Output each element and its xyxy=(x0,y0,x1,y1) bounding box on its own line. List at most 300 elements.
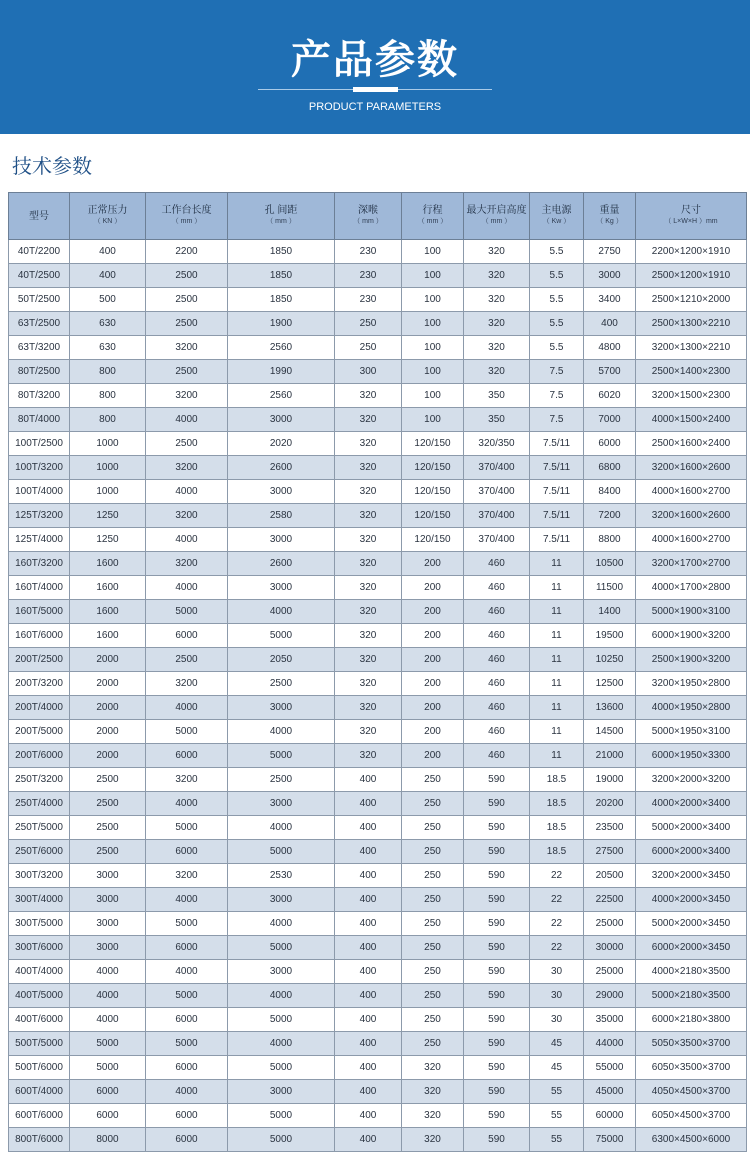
table-cell: 5000 xyxy=(146,912,228,936)
table-cell: 320 xyxy=(402,1056,464,1080)
table-cell: 1000 xyxy=(70,456,146,480)
table-cell: 1600 xyxy=(70,576,146,600)
table-row xyxy=(9,648,747,672)
table-cell: 6000 xyxy=(146,1104,228,1128)
table-cell: 3000 xyxy=(70,912,146,936)
table-cell: 45000 xyxy=(584,1080,636,1104)
table-cell: 7.5 xyxy=(530,360,584,384)
table-cell: 4000 xyxy=(70,960,146,984)
table-cell: 400 xyxy=(70,240,146,264)
header-banner xyxy=(0,0,750,134)
table-row xyxy=(9,408,747,432)
table-cell: 2500 xyxy=(70,840,146,864)
table-cell: 7200 xyxy=(584,504,636,528)
table-cell: 5.5 xyxy=(530,312,584,336)
table-cell: 350 xyxy=(464,408,530,432)
column-header xyxy=(636,193,747,240)
table-cell: 5000 xyxy=(228,840,335,864)
table-cell: 5000 xyxy=(146,720,228,744)
table-cell: 5.5 xyxy=(530,264,584,288)
table-cell: 35000 xyxy=(584,1008,636,1032)
table-cell: 7.5/11 xyxy=(530,528,584,552)
table-cell: 300T/5000 xyxy=(9,912,70,936)
table-cell: 44000 xyxy=(584,1032,636,1056)
table-cell: 2050 xyxy=(228,648,335,672)
table-cell: 100 xyxy=(402,240,464,264)
table-cell: 200T/5000 xyxy=(9,720,70,744)
table-cell: 250 xyxy=(402,936,464,960)
table-cell: 600T/4000 xyxy=(9,1080,70,1104)
table-cell: 590 xyxy=(464,840,530,864)
table-cell: 1600 xyxy=(70,600,146,624)
table-cell: 2500 xyxy=(146,264,228,288)
table-cell: 2000 xyxy=(70,696,146,720)
table-cell: 4000 xyxy=(228,720,335,744)
table-cell: 3200×1950×2800 xyxy=(636,672,747,696)
table-cell: 55 xyxy=(530,1128,584,1152)
table-cell: 8400 xyxy=(584,480,636,504)
table-cell: 100T/4000 xyxy=(9,480,70,504)
table-row xyxy=(9,552,747,576)
table-cell: 125T/3200 xyxy=(9,504,70,528)
table-cell: 11 xyxy=(530,672,584,696)
table-cell: 3000 xyxy=(228,528,335,552)
table-cell: 3000 xyxy=(228,960,335,984)
table-cell: 2500 xyxy=(146,360,228,384)
table-cell: 45 xyxy=(530,1056,584,1080)
table-cell: 630 xyxy=(70,312,146,336)
table-cell: 100T/3200 xyxy=(9,456,70,480)
table-cell: 12500 xyxy=(584,672,636,696)
table-cell: 590 xyxy=(464,984,530,1008)
table-cell: 590 xyxy=(464,936,530,960)
table-cell: 590 xyxy=(464,1008,530,1032)
table-cell: 100 xyxy=(402,360,464,384)
table-cell: 370/400 xyxy=(464,504,530,528)
table-cell: 2600 xyxy=(228,456,335,480)
table-cell: 5000 xyxy=(228,624,335,648)
table-cell: 4000×1500×2400 xyxy=(636,408,747,432)
table-cell: 2500×1200×1910 xyxy=(636,264,747,288)
table-cell: 320 xyxy=(335,456,402,480)
table-row xyxy=(9,1080,747,1104)
table-cell: 19500 xyxy=(584,624,636,648)
table-cell: 590 xyxy=(464,1104,530,1128)
table-cell: 3200 xyxy=(146,864,228,888)
table-cell: 18.5 xyxy=(530,792,584,816)
table-cell: 5000 xyxy=(228,1008,335,1032)
table-cell: 320 xyxy=(335,576,402,600)
table-cell: 2200×1200×1910 xyxy=(636,240,747,264)
table-cell: 590 xyxy=(464,888,530,912)
table-cell: 27500 xyxy=(584,840,636,864)
table-cell: 2500 xyxy=(146,432,228,456)
table-cell: 40T/2200 xyxy=(9,240,70,264)
table-cell: 3200 xyxy=(146,336,228,360)
table-cell: 14500 xyxy=(584,720,636,744)
table-cell: 320 xyxy=(464,240,530,264)
table-cell: 11 xyxy=(530,600,584,624)
table-cell: 50T/2500 xyxy=(9,288,70,312)
table-cell: 5050×3500×3700 xyxy=(636,1032,747,1056)
table-cell: 320/350 xyxy=(464,432,530,456)
table-cell: 230 xyxy=(335,264,402,288)
table-cell: 5000 xyxy=(70,1032,146,1056)
table-cell: 400 xyxy=(335,912,402,936)
table-cell: 250 xyxy=(402,840,464,864)
table-cell: 590 xyxy=(464,792,530,816)
table-cell: 3200×2000×3450 xyxy=(636,864,747,888)
table-cell: 400 xyxy=(70,264,146,288)
table-cell: 18.5 xyxy=(530,840,584,864)
table-cell: 6300×4500×6000 xyxy=(636,1128,747,1152)
table-cell: 20200 xyxy=(584,792,636,816)
table-cell: 120/150 xyxy=(402,504,464,528)
table-cell: 2500×1300×2210 xyxy=(636,312,747,336)
table-cell: 460 xyxy=(464,672,530,696)
table-cell: 1850 xyxy=(228,288,335,312)
table-cell: 2500×1600×2400 xyxy=(636,432,747,456)
table-cell: 5000×1950×3100 xyxy=(636,720,747,744)
table-cell: 300T/4000 xyxy=(9,888,70,912)
table-cell: 2500 xyxy=(146,648,228,672)
table-cell: 45 xyxy=(530,1032,584,1056)
table-body xyxy=(9,240,747,1152)
table-row xyxy=(9,528,747,552)
table-cell: 320 xyxy=(402,1104,464,1128)
table-cell: 75000 xyxy=(584,1128,636,1152)
table-cell: 200T/2500 xyxy=(9,648,70,672)
table-cell: 22 xyxy=(530,888,584,912)
table-cell: 320 xyxy=(464,264,530,288)
table-cell: 6000 xyxy=(146,1056,228,1080)
column-header-unit: （ mm ） xyxy=(481,218,512,225)
table-cell: 21000 xyxy=(584,744,636,768)
table-cell: 4000 xyxy=(146,792,228,816)
table-cell: 200T/3200 xyxy=(9,672,70,696)
table-cell: 3000 xyxy=(70,936,146,960)
table-cell: 11 xyxy=(530,624,584,648)
table-cell: 250T/3200 xyxy=(9,768,70,792)
table-cell: 1250 xyxy=(70,504,146,528)
column-header xyxy=(402,193,464,240)
table-cell: 1250 xyxy=(70,528,146,552)
column-header xyxy=(70,193,146,240)
table-cell: 6000 xyxy=(584,432,636,456)
column-header-unit: （ mm ） xyxy=(353,218,383,225)
table-cell: 1990 xyxy=(228,360,335,384)
table-row xyxy=(9,1056,747,1080)
column-header-unit: （ Kg ） xyxy=(596,218,623,225)
table-cell: 400 xyxy=(335,960,402,984)
column-header-label: 行程 xyxy=(422,205,443,216)
table-cell: 320 xyxy=(464,288,530,312)
table-cell: 460 xyxy=(464,552,530,576)
table-cell: 400 xyxy=(335,792,402,816)
table-row xyxy=(9,672,747,696)
table-cell: 800 xyxy=(70,408,146,432)
table-row xyxy=(9,744,747,768)
table-cell: 3200×1300×2210 xyxy=(636,336,747,360)
table-cell: 3200×1600×2600 xyxy=(636,504,747,528)
table-cell: 320 xyxy=(335,408,402,432)
table-cell: 3000 xyxy=(228,576,335,600)
column-header-label: 孔 间距 xyxy=(264,205,298,216)
table-cell: 3000 xyxy=(228,888,335,912)
column-header-label: 工作台长度 xyxy=(161,205,212,216)
table-row xyxy=(9,936,747,960)
table-cell: 2500×1900×3200 xyxy=(636,648,747,672)
table-row xyxy=(9,504,747,528)
table-cell: 320 xyxy=(335,624,402,648)
table-cell: 2000 xyxy=(70,672,146,696)
table-cell: 1600 xyxy=(70,624,146,648)
table-cell: 400 xyxy=(335,768,402,792)
table-cell: 400T/6000 xyxy=(9,1008,70,1032)
column-header xyxy=(464,193,530,240)
table-cell: 5000×1900×3100 xyxy=(636,600,747,624)
table-cell: 11500 xyxy=(584,576,636,600)
table-cell: 460 xyxy=(464,600,530,624)
table-cell: 2500 xyxy=(70,768,146,792)
table-cell: 3200×2000×3200 xyxy=(636,768,747,792)
table-cell: 4000 xyxy=(228,1032,335,1056)
table-cell: 590 xyxy=(464,1128,530,1152)
table-cell: 400T/5000 xyxy=(9,984,70,1008)
table-cell: 320 xyxy=(335,744,402,768)
column-header xyxy=(9,193,70,240)
table-cell: 29000 xyxy=(584,984,636,1008)
table-cell: 3200×1600×2600 xyxy=(636,456,747,480)
table-cell: 6000 xyxy=(70,1080,146,1104)
table-cell: 4000 xyxy=(228,600,335,624)
table-cell: 3000 xyxy=(228,1080,335,1104)
table-cell: 60000 xyxy=(584,1104,636,1128)
table-row xyxy=(9,840,747,864)
table-cell: 19000 xyxy=(584,768,636,792)
table-cell: 10500 xyxy=(584,552,636,576)
table-cell: 2000 xyxy=(70,720,146,744)
column-header-label: 尺寸 xyxy=(681,205,701,216)
table-cell: 2500×1210×2000 xyxy=(636,288,747,312)
table-cell: 4000 xyxy=(146,528,228,552)
table-cell: 400 xyxy=(335,1080,402,1104)
column-header xyxy=(146,193,228,240)
table-cell: 320 xyxy=(335,552,402,576)
table-row xyxy=(9,264,747,288)
table-cell: 3200 xyxy=(146,504,228,528)
table-cell: 3400 xyxy=(584,288,636,312)
table-cell: 590 xyxy=(464,864,530,888)
table-cell: 11 xyxy=(530,576,584,600)
table-row xyxy=(9,288,747,312)
table-row xyxy=(9,792,747,816)
table-cell: 1000 xyxy=(70,480,146,504)
table-cell: 400 xyxy=(335,936,402,960)
table-cell: 8000 xyxy=(70,1128,146,1152)
table-cell: 55 xyxy=(530,1104,584,1128)
table-cell: 5000 xyxy=(228,1128,335,1152)
table-cell: 23500 xyxy=(584,816,636,840)
table-cell: 500T/5000 xyxy=(9,1032,70,1056)
table-cell: 5000 xyxy=(146,600,228,624)
parameters-table xyxy=(8,192,747,1152)
table-cell: 6000×2000×3400 xyxy=(636,840,747,864)
table-cell: 4000 xyxy=(146,696,228,720)
table-cell: 250 xyxy=(402,792,464,816)
table-cell: 63T/3200 xyxy=(9,336,70,360)
table-row xyxy=(9,336,747,360)
table-cell: 250 xyxy=(402,960,464,984)
table-cell: 100 xyxy=(402,408,464,432)
table-cell: 300 xyxy=(335,360,402,384)
table-cell: 120/150 xyxy=(402,480,464,504)
table-cell: 7.5 xyxy=(530,408,584,432)
table-cell: 320 xyxy=(335,720,402,744)
table-row xyxy=(9,888,747,912)
table-cell: 5.5 xyxy=(530,288,584,312)
table-cell: 6000 xyxy=(146,936,228,960)
table-cell: 400 xyxy=(335,840,402,864)
table-cell: 320 xyxy=(335,600,402,624)
table-row xyxy=(9,816,747,840)
table-cell: 590 xyxy=(464,1032,530,1056)
table-row xyxy=(9,1032,747,1056)
table-cell: 25000 xyxy=(584,960,636,984)
table-cell: 4000 xyxy=(228,816,335,840)
table-cell: 2500 xyxy=(146,288,228,312)
table-cell: 320 xyxy=(402,1128,464,1152)
table-cell: 4000 xyxy=(70,984,146,1008)
table-cell: 250 xyxy=(335,312,402,336)
table-cell: 3000 xyxy=(228,408,335,432)
table-cell: 4000 xyxy=(70,1008,146,1032)
table-cell: 7.5/11 xyxy=(530,480,584,504)
table-cell: 2500 xyxy=(146,312,228,336)
table-cell: 8800 xyxy=(584,528,636,552)
table-cell: 300T/3200 xyxy=(9,864,70,888)
table-cell: 22500 xyxy=(584,888,636,912)
table-cell: 400 xyxy=(335,1056,402,1080)
table-cell: 2580 xyxy=(228,504,335,528)
table-cell: 120/150 xyxy=(402,528,464,552)
table-cell: 18.5 xyxy=(530,768,584,792)
table-cell: 80T/3200 xyxy=(9,384,70,408)
table-cell: 4000×1600×2700 xyxy=(636,528,747,552)
table-cell: 11 xyxy=(530,744,584,768)
table-cell: 250 xyxy=(402,984,464,1008)
table-cell: 3200×1500×2300 xyxy=(636,384,747,408)
banner-accent-bar xyxy=(353,87,398,92)
table-cell: 250 xyxy=(402,1032,464,1056)
table-cell: 125T/4000 xyxy=(9,528,70,552)
table-cell: 400 xyxy=(335,864,402,888)
table-cell: 6000 xyxy=(146,1008,228,1032)
table-cell: 5700 xyxy=(584,360,636,384)
column-header-label: 深喉 xyxy=(358,205,378,216)
table-cell: 320 xyxy=(335,480,402,504)
table-cell: 4050×4500×3700 xyxy=(636,1080,747,1104)
table-cell: 400 xyxy=(584,312,636,336)
table-cell: 2020 xyxy=(228,432,335,456)
table-cell: 2560 xyxy=(228,384,335,408)
table-cell: 800 xyxy=(70,384,146,408)
table-cell: 2000 xyxy=(70,744,146,768)
table-row xyxy=(9,984,747,1008)
column-header-label: 主电源 xyxy=(541,205,572,216)
table-cell: 200 xyxy=(402,624,464,648)
table-cell: 4000 xyxy=(146,888,228,912)
table-cell: 7.5/11 xyxy=(530,432,584,456)
table-cell: 80T/2500 xyxy=(9,360,70,384)
column-header xyxy=(530,193,584,240)
table-cell: 120/150 xyxy=(402,456,464,480)
table-cell: 120/150 xyxy=(402,432,464,456)
table-cell: 6800 xyxy=(584,456,636,480)
table-cell: 6000×1950×3300 xyxy=(636,744,747,768)
table-cell: 4000 xyxy=(146,408,228,432)
table-cell: 5000 xyxy=(228,936,335,960)
table-cell: 6000 xyxy=(146,624,228,648)
table-cell: 200 xyxy=(402,600,464,624)
table-cell: 30 xyxy=(530,960,584,984)
table-cell: 460 xyxy=(464,648,530,672)
table-cell: 160T/3200 xyxy=(9,552,70,576)
table-cell: 400 xyxy=(335,888,402,912)
table-cell: 2560 xyxy=(228,336,335,360)
table-cell: 400T/4000 xyxy=(9,960,70,984)
table-cell: 200T/4000 xyxy=(9,696,70,720)
column-header-label: 最大开启高度 xyxy=(466,205,527,216)
table-row xyxy=(9,624,747,648)
table-cell: 200 xyxy=(402,648,464,672)
table-cell: 630 xyxy=(70,336,146,360)
table-cell: 3000 xyxy=(70,864,146,888)
table-cell: 590 xyxy=(464,912,530,936)
table-cell: 320 xyxy=(464,360,530,384)
table-cell: 30 xyxy=(530,984,584,1008)
table-cell: 400 xyxy=(335,984,402,1008)
table-cell: 460 xyxy=(464,576,530,600)
table-cell: 250 xyxy=(402,768,464,792)
table-cell: 4000 xyxy=(228,912,335,936)
table-cell: 30 xyxy=(530,1008,584,1032)
section-title: 技术参数 xyxy=(12,154,92,178)
table-cell: 2000 xyxy=(70,648,146,672)
table-cell: 250 xyxy=(402,912,464,936)
table-cell: 6050×4500×3700 xyxy=(636,1104,747,1128)
column-header-unit: （ mm ） xyxy=(417,218,448,225)
table-cell: 5.5 xyxy=(530,240,584,264)
table-cell: 200 xyxy=(402,576,464,600)
table-cell: 5000×2180×3500 xyxy=(636,984,747,1008)
table-row xyxy=(9,696,747,720)
table-cell: 250 xyxy=(402,888,464,912)
table-cell: 10250 xyxy=(584,648,636,672)
table-cell: 2750 xyxy=(584,240,636,264)
table-cell: 320 xyxy=(335,432,402,456)
table-cell: 600T/6000 xyxy=(9,1104,70,1128)
table-cell: 320 xyxy=(335,528,402,552)
table-cell: 590 xyxy=(464,816,530,840)
table-cell: 370/400 xyxy=(464,528,530,552)
table-cell: 80T/4000 xyxy=(9,408,70,432)
table-row xyxy=(9,312,747,336)
table-cell: 250 xyxy=(335,336,402,360)
table-cell: 4000×1700×2800 xyxy=(636,576,747,600)
table-row xyxy=(9,456,747,480)
table-cell: 7.5/11 xyxy=(530,456,584,480)
